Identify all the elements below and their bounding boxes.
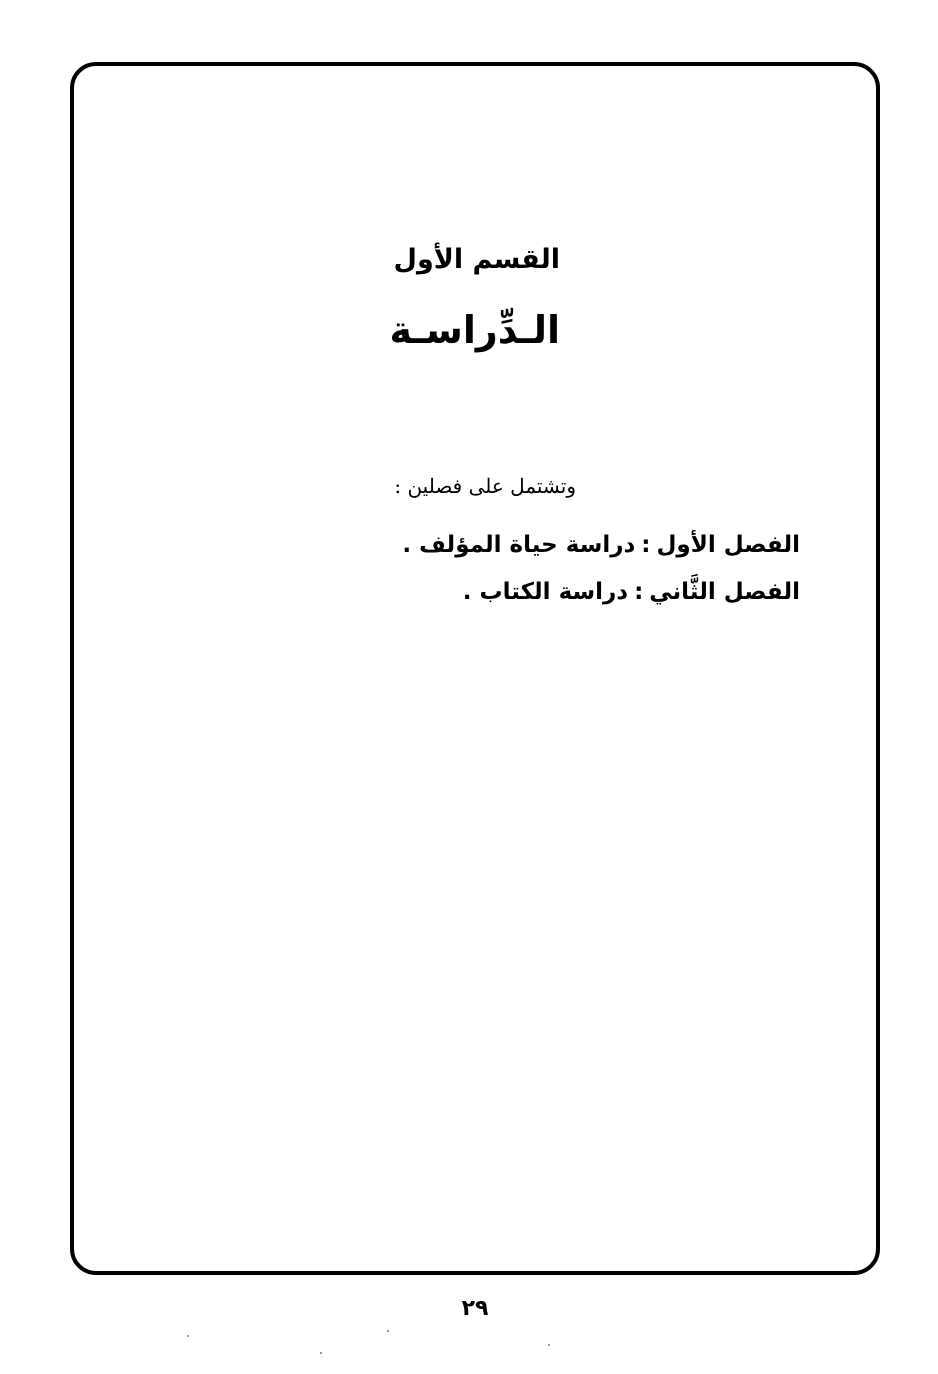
scan-speck xyxy=(187,1335,189,1337)
chapter-name: الفصل الثَّاني xyxy=(649,579,800,605)
chapter-description: دراسة حياة المؤلف . xyxy=(402,532,636,558)
chapter-entry-1 xyxy=(300,526,800,564)
chapter-entry-2 xyxy=(300,573,800,611)
chapter-name: الفصل الأول xyxy=(656,532,800,558)
section-label: القسم الأول xyxy=(393,244,560,275)
chapter-separator: : xyxy=(634,579,644,605)
section-title: الـدِّراسـة xyxy=(389,308,560,352)
page-number: ٢٩ xyxy=(461,1296,489,1321)
chapter-separator: : xyxy=(641,532,651,558)
scan-speck xyxy=(548,1344,550,1346)
scan-speck xyxy=(320,1352,322,1354)
chapter-description: دراسة الكتاب . xyxy=(462,579,629,605)
scan-speck xyxy=(387,1330,389,1332)
intro-text: وتشتمل على فصلين : xyxy=(394,474,576,498)
